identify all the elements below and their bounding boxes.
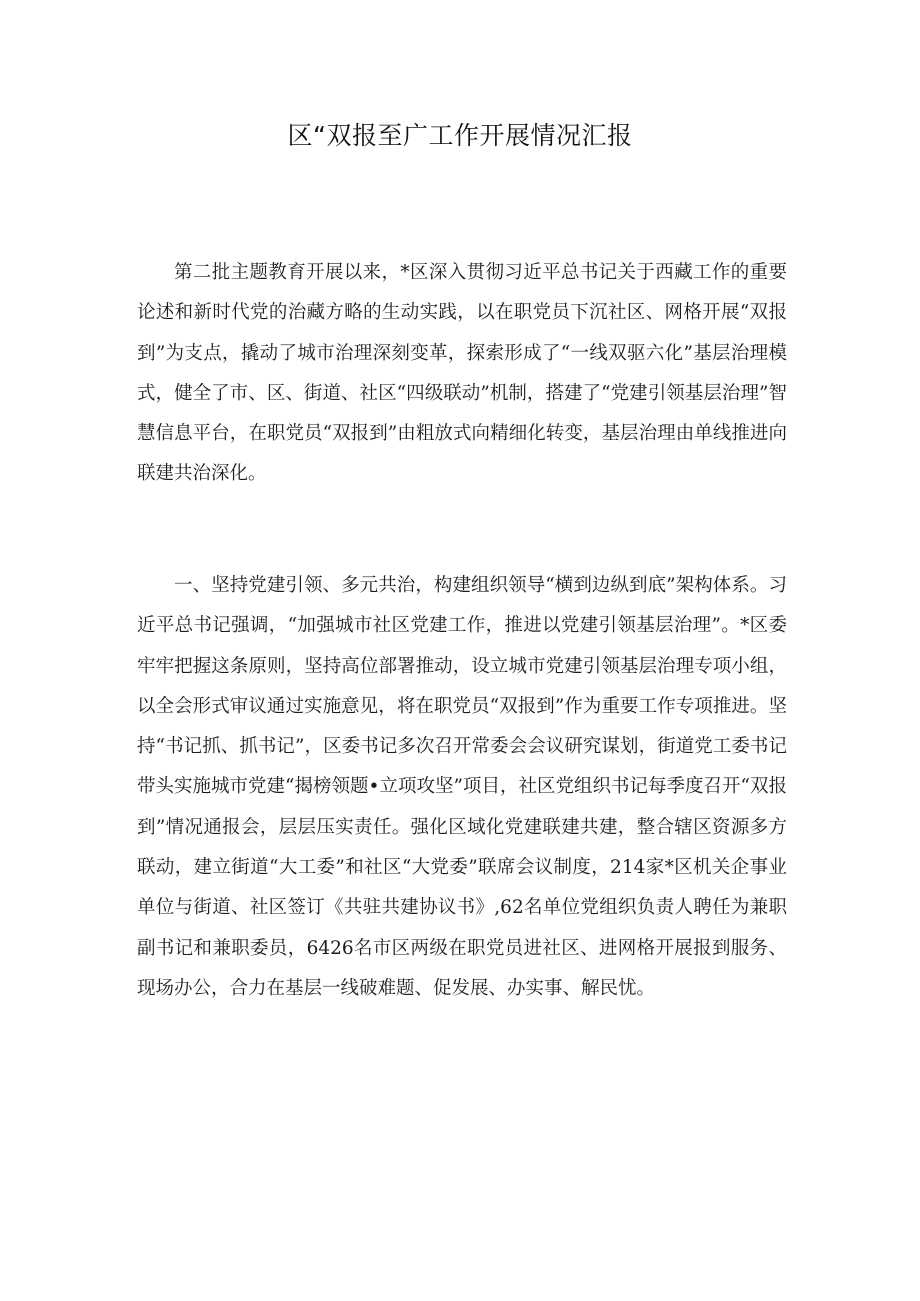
document-title: 区“双报至广工作开展情况汇报 — [287, 121, 633, 150]
paragraph-section-one: 一、坚持党建引领、多元共治，构建组织领导“横到边纵到底”架构体系。习近平总书记强调，“加强城市社区党建工作，推进以党建引领基层治理”。*区委牢牢把握这条原则，坚持高位部署推动，设立城市党建引领基层治理专项小组，以全会形式审议通过实施意见，将在职党员“双报到”作为重要工作专项推进。坚持“书记抓、抓书记”，区委书记多次召开常委会会议研究谋划，街道党工委书记带头实施城市党建“揭榜领题•立项攻坚”项目，社区党组织书记每季度召开“双报到”情况通报会，层层压实责任。强化区域化党建联建共建，整合辖区资源多方联动，建立街道“大工委”和社区“大党委”联席会议制度，214家*区机关企事业单位与街道、社区签订《共驻共建协议书》,62名单位党组织负责人聘任为兼职副书记和兼职委员，6426名市区两级在职党员进社区、进网格开展报到服务、现场办公，合力在基层一线破难题、促发展、办实事、解民忧。 — [137, 575, 787, 999]
paragraph-intro: 第二批主题教育开展以来，*区深入贯彻习近平总书记关于西藏工作的重要论述和新时代党的治藏方略的生动实践，以在职党员下沉社区、网格开展“双报到”为支点，撬动了城市治理深刻变革，探索形成了“一线双驱六化”基层治理模式，健全了市、区、街道、社区“四级联动”机制，搭建了“党建引领基层治理”智慧信息平台，在职党员“双报到”由粗放式向精细化转变，基层治理由单线推进向联建共治深化。 — [137, 262, 787, 485]
